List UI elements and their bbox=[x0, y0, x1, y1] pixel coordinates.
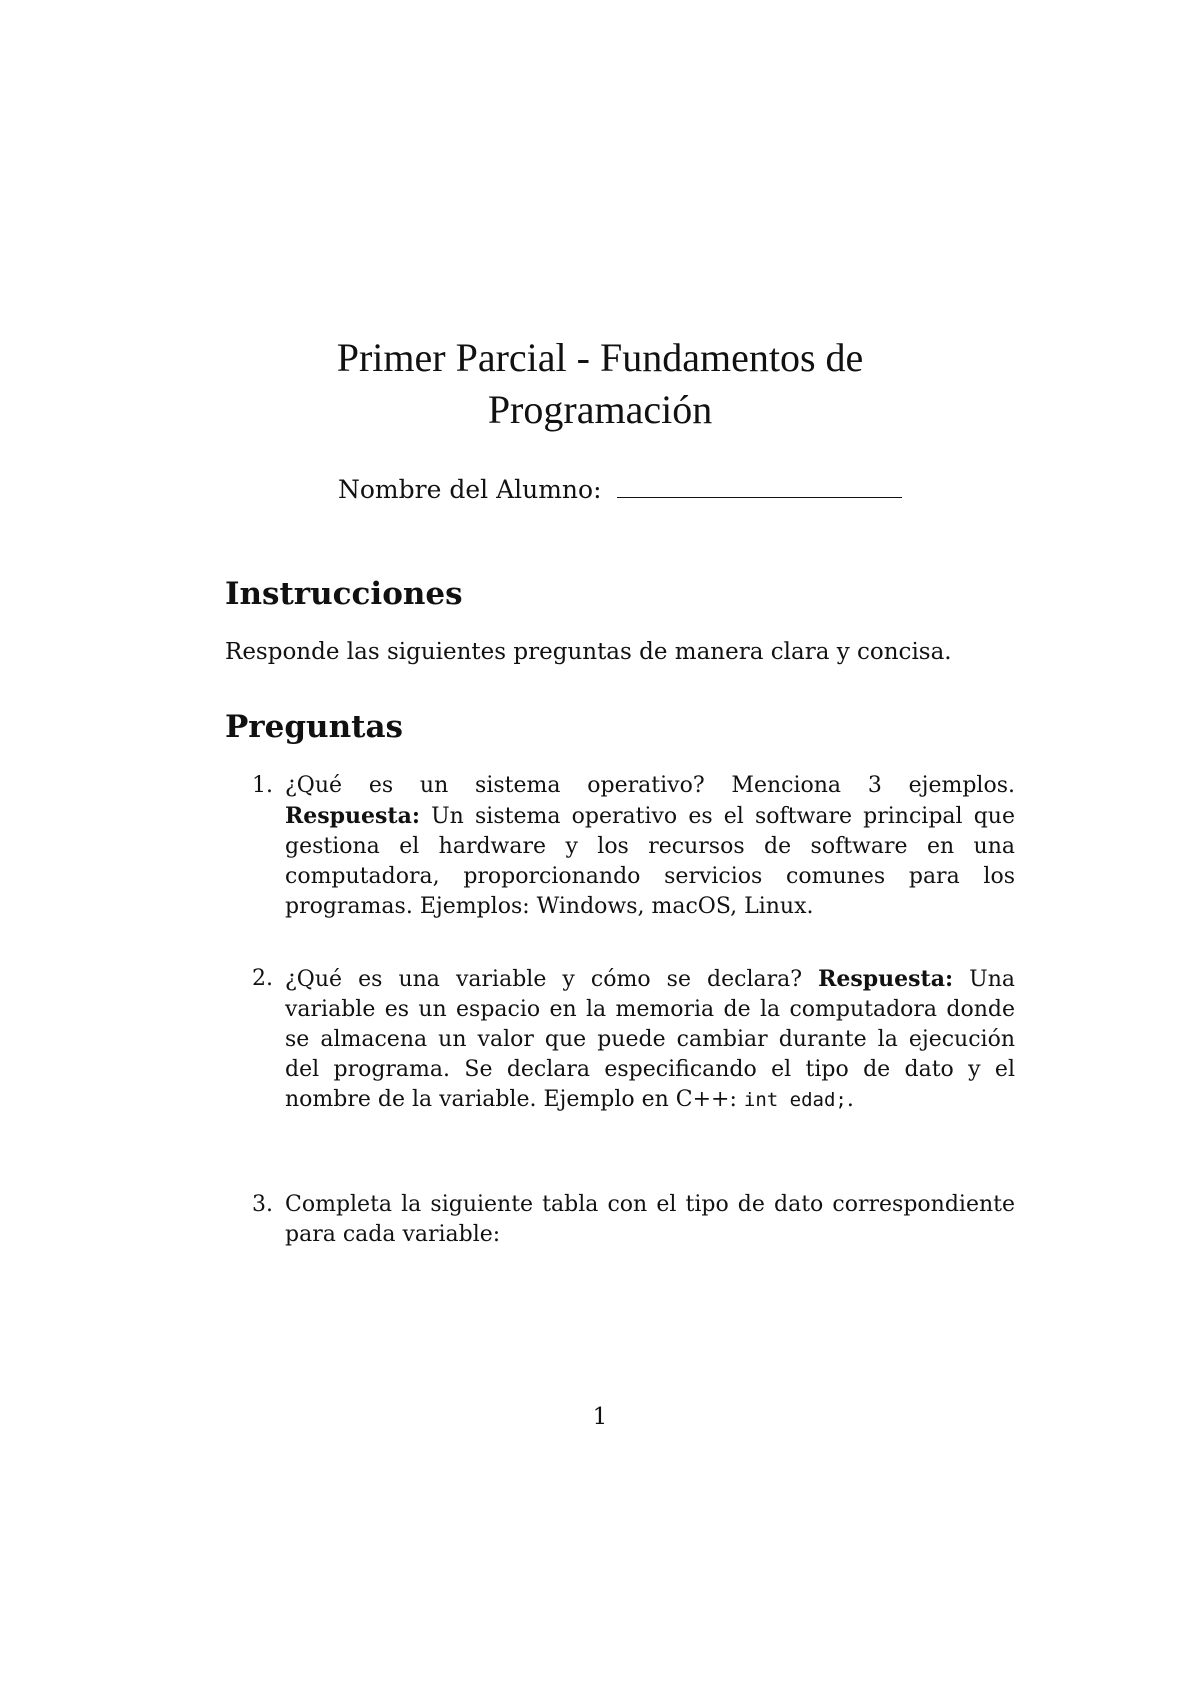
question-number: 1. bbox=[252, 773, 273, 798]
student-name-blank bbox=[617, 475, 902, 498]
question-body bbox=[285, 1190, 1015, 1250]
question-number: 3. bbox=[252, 1192, 273, 1217]
question-body bbox=[285, 771, 1015, 922]
question-prompt: ¿Qué es una variable y cómo se declara? bbox=[285, 967, 803, 992]
instructions-heading: Instrucciones bbox=[225, 576, 463, 612]
questions-heading: Preguntas bbox=[225, 709, 403, 745]
answer-text: Un sistema operativo es el software principal que gestiona el hardware y los recursos de software en una computadora, proporcionando servicios comunes para los programas. Ejemplos: Windows, macOS, Linux. bbox=[285, 804, 1015, 919]
student-name-line bbox=[338, 474, 902, 506]
answer-label: Respuesta: bbox=[818, 966, 954, 992]
question-body bbox=[285, 964, 1015, 1115]
code-suffix: . bbox=[846, 1087, 854, 1112]
instructions-text: Responde las siguientes preguntas de manera clara y concisa. bbox=[225, 639, 952, 665]
answer-text: Una variable es un espacio en la memoria de la computadora donde se almacena un valor que puede cambiar durante la ejecución del programa. Se declara especificando el tipo de dato y el nombre de la variable. Ejemplo en C++: bbox=[285, 967, 1015, 1112]
question-number: 2. bbox=[252, 966, 273, 991]
page-number: 1 bbox=[592, 1404, 608, 1430]
answer-label: Respuesta: bbox=[285, 803, 420, 829]
code-snippet: int edad; bbox=[743, 1089, 847, 1111]
student-name-label: Nombre del Alumno: bbox=[338, 475, 602, 504]
question-prompt: Completa la siguiente tabla con el tipo de dato correspondiente para cada variable: bbox=[285, 1192, 1015, 1247]
page-title: Primer Parcial - Fundamentos de Programación bbox=[336, 335, 864, 432]
question-prompt: ¿Qué es un sistema operativo? Menciona 3 ejemplos. bbox=[285, 773, 1015, 798]
